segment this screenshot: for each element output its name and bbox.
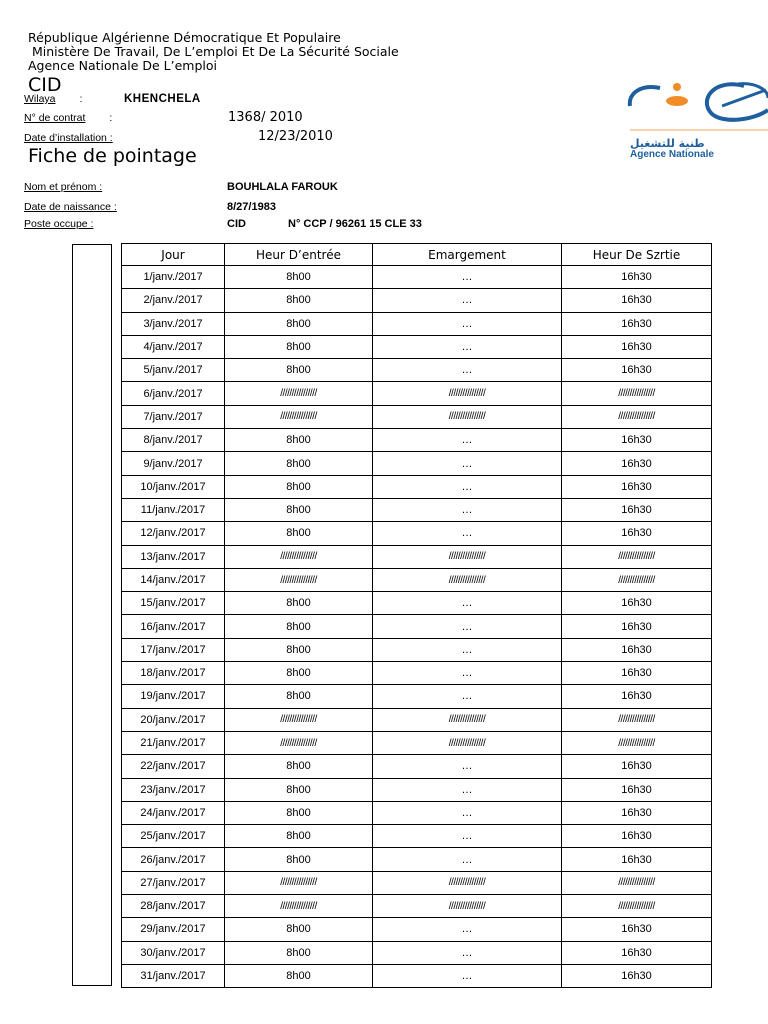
cell-emargement: …	[373, 312, 562, 335]
cell-sortie: ////////////////	[562, 405, 712, 428]
table-row	[122, 685, 712, 708]
cell-entree: ////////////////	[225, 545, 373, 568]
cell-entree: 8h00	[225, 964, 373, 987]
cell-jour: 31/janv./2017	[122, 964, 225, 987]
cell-sortie: 16h30	[562, 801, 712, 824]
cell-sortie: 16h30	[562, 312, 712, 335]
table-row	[122, 801, 712, 824]
cell-entree: 8h00	[225, 312, 373, 335]
cell-entree: ////////////////	[225, 405, 373, 428]
date-installation-value: 12/23/2010	[258, 129, 333, 144]
wilaya-label: Wilaya :	[24, 93, 83, 105]
cell-entree: 8h00	[225, 918, 373, 941]
cell-entree: 8h00	[225, 452, 373, 475]
cell-emargement: …	[373, 778, 562, 801]
logo-arabic-text: طنية للتشغيل	[630, 137, 705, 150]
table-row	[122, 452, 712, 475]
cell-sortie: 16h30	[562, 825, 712, 848]
nom-label: Nom et prénom :	[24, 181, 103, 193]
cell-jour: 5/janv./2017	[122, 359, 225, 382]
cell-emargement: …	[373, 918, 562, 941]
cell-jour: 6/janv./2017	[122, 382, 225, 405]
table-row	[122, 918, 712, 941]
cell-jour: 4/janv./2017	[122, 335, 225, 358]
table-row	[122, 825, 712, 848]
table-row	[122, 615, 712, 638]
poste-label: Poste occupe :	[24, 218, 94, 230]
anem-logo	[626, 80, 768, 162]
table-row	[122, 545, 712, 568]
attendance-table	[121, 243, 712, 988]
cell-sortie: 16h30	[562, 918, 712, 941]
cell-sortie: 16h30	[562, 359, 712, 382]
cell-entree: 8h00	[225, 359, 373, 382]
logo-english-text: Agence Nationale	[630, 149, 714, 160]
table-body	[122, 266, 712, 988]
cell-emargement: ////////////////	[373, 871, 562, 894]
cell-jour: 1/janv./2017	[122, 266, 225, 289]
cell-entree: ////////////////	[225, 895, 373, 918]
cell-entree: 8h00	[225, 825, 373, 848]
cell-sortie: 16h30	[562, 452, 712, 475]
table-row	[122, 895, 712, 918]
cell-jour: 25/janv./2017	[122, 825, 225, 848]
cell-jour: 17/janv./2017	[122, 638, 225, 661]
cell-entree: 8h00	[225, 778, 373, 801]
cell-sortie: 16h30	[562, 662, 712, 685]
cell-sortie: ////////////////	[562, 895, 712, 918]
cell-jour: 29/janv./2017	[122, 918, 225, 941]
cell-entree: 8h00	[225, 289, 373, 312]
cell-emargement: …	[373, 522, 562, 545]
cell-jour: 22/janv./2017	[122, 755, 225, 778]
table-row	[122, 312, 712, 335]
table-row	[122, 638, 712, 661]
cell-emargement: …	[373, 941, 562, 964]
cell-sortie: 16h30	[562, 475, 712, 498]
cell-emargement: …	[373, 359, 562, 382]
cell-jour: 9/janv./2017	[122, 452, 225, 475]
cell-emargement: …	[373, 429, 562, 452]
table-row	[122, 778, 712, 801]
wilaya-value: KHENCHELA	[124, 93, 201, 105]
table-row	[122, 848, 712, 871]
cell-emargement: …	[373, 592, 562, 615]
cell-emargement: ////////////////	[373, 895, 562, 918]
cell-sortie: 16h30	[562, 266, 712, 289]
cell-entree: 8h00	[225, 266, 373, 289]
cell-entree: 8h00	[225, 592, 373, 615]
header-emargement: Emargement	[373, 244, 562, 266]
cell-sortie: 16h30	[562, 335, 712, 358]
table-row	[122, 941, 712, 964]
cell-entree: ////////////////	[225, 708, 373, 731]
table-header-row	[122, 244, 712, 266]
cell-jour: 27/janv./2017	[122, 871, 225, 894]
cell-sortie: ////////////////	[562, 382, 712, 405]
cell-emargement: …	[373, 825, 562, 848]
table-row	[122, 405, 712, 428]
cell-sortie: 16h30	[562, 778, 712, 801]
cell-jour: 8/janv./2017	[122, 429, 225, 452]
cell-entree: 8h00	[225, 498, 373, 521]
cell-entree: ////////////////	[225, 382, 373, 405]
date-installation-label: Date d’installation :	[24, 132, 113, 144]
naissance-label: Date de naissance :	[24, 201, 117, 213]
header-jour: Jour	[122, 244, 225, 266]
cell-entree: 8h00	[225, 615, 373, 638]
cell-entree: 8h00	[225, 522, 373, 545]
table-row	[122, 335, 712, 358]
cell-emargement: ////////////////	[373, 545, 562, 568]
cell-emargement: …	[373, 662, 562, 685]
cell-emargement: …	[373, 638, 562, 661]
contrat-label: N° de contrat :	[24, 112, 113, 124]
cell-entree: ////////////////	[225, 871, 373, 894]
cell-jour: 24/janv./2017	[122, 801, 225, 824]
cell-jour: 19/janv./2017	[122, 685, 225, 708]
table-row	[122, 498, 712, 521]
cell-sortie: 16h30	[562, 289, 712, 312]
cell-emargement: …	[373, 755, 562, 778]
cell-sortie: 16h30	[562, 592, 712, 615]
ministry-line: Ministère De Travail, De L’emploi Et De La Sécurité Sociale	[32, 44, 399, 59]
table-row	[122, 964, 712, 987]
cell-emargement: …	[373, 452, 562, 475]
cell-jour: 13/janv./2017	[122, 545, 225, 568]
cell-sortie: ////////////////	[562, 568, 712, 591]
cell-sortie: 16h30	[562, 755, 712, 778]
cell-emargement: ////////////////	[373, 405, 562, 428]
cell-jour: 10/janv./2017	[122, 475, 225, 498]
cell-entree: 8h00	[225, 429, 373, 452]
table-row	[122, 289, 712, 312]
cell-sortie: 16h30	[562, 638, 712, 661]
cell-jour: 7/janv./2017	[122, 405, 225, 428]
cell-jour: 20/janv./2017	[122, 708, 225, 731]
cell-sortie: 16h30	[562, 685, 712, 708]
cell-emargement: …	[373, 848, 562, 871]
table-row	[122, 568, 712, 591]
cell-entree: 8h00	[225, 941, 373, 964]
cell-entree: ////////////////	[225, 731, 373, 754]
cell-jour: 28/janv./2017	[122, 895, 225, 918]
cell-jour: 2/janv./2017	[122, 289, 225, 312]
table-row	[122, 708, 712, 731]
cell-sortie: ////////////////	[562, 545, 712, 568]
cell-entree: 8h00	[225, 848, 373, 871]
cell-sortie: ////////////////	[562, 731, 712, 754]
cell-sortie: 16h30	[562, 498, 712, 521]
cell-jour: 30/janv./2017	[122, 941, 225, 964]
cid-heading: CID	[28, 74, 62, 96]
naissance-value: 8/27/1983	[227, 201, 276, 213]
table-row	[122, 522, 712, 545]
ccp-value: N° CCP / 96261 15 CLE 33	[288, 218, 422, 230]
cell-entree: 8h00	[225, 662, 373, 685]
cell-jour: 18/janv./2017	[122, 662, 225, 685]
cell-emargement: …	[373, 475, 562, 498]
cell-entree: 8h00	[225, 755, 373, 778]
cell-emargement: ////////////////	[373, 708, 562, 731]
cell-emargement: ////////////////	[373, 731, 562, 754]
republic-line: République Algérienne Démocratique Et Populaire	[28, 30, 341, 45]
table-row	[122, 429, 712, 452]
cell-jour: 11/janv./2017	[122, 498, 225, 521]
cell-sortie: 16h30	[562, 615, 712, 638]
table-row	[122, 475, 712, 498]
page-title: Fiche de pointage	[28, 145, 197, 167]
cell-sortie: 16h30	[562, 522, 712, 545]
table-row	[122, 592, 712, 615]
cell-jour: 16/janv./2017	[122, 615, 225, 638]
cell-entree: 8h00	[225, 685, 373, 708]
table-row	[122, 755, 712, 778]
cell-sortie: 16h30	[562, 964, 712, 987]
poste-value: CID	[227, 218, 246, 230]
cell-emargement: …	[373, 964, 562, 987]
cell-emargement: …	[373, 289, 562, 312]
logo-emblem-icon	[626, 80, 768, 140]
cell-jour: 12/janv./2017	[122, 522, 225, 545]
cell-jour: 14/janv./2017	[122, 568, 225, 591]
cell-emargement: ////////////////	[373, 568, 562, 591]
cell-emargement: …	[373, 801, 562, 824]
cell-emargement: ////////////////	[373, 382, 562, 405]
cell-emargement: …	[373, 335, 562, 358]
cell-emargement: …	[373, 498, 562, 521]
header-entree: Heur D’entrée	[225, 244, 373, 266]
table-row	[122, 731, 712, 754]
nom-value: BOUHLALA FAROUK	[227, 181, 338, 193]
agency-line: Agence Nationale De L’emploi	[28, 58, 218, 73]
cell-entree: 8h00	[225, 638, 373, 661]
table-row	[122, 359, 712, 382]
header-sortie: Heur De Szrtie	[562, 244, 712, 266]
table-row	[122, 662, 712, 685]
table-row	[122, 382, 712, 405]
cell-jour: 23/janv./2017	[122, 778, 225, 801]
side-box	[72, 244, 112, 986]
cell-emargement: …	[373, 266, 562, 289]
cell-emargement: …	[373, 685, 562, 708]
cell-sortie: 16h30	[562, 429, 712, 452]
cell-sortie: 16h30	[562, 941, 712, 964]
cell-entree: 8h00	[225, 475, 373, 498]
cell-jour: 15/janv./2017	[122, 592, 225, 615]
cell-jour: 21/janv./2017	[122, 731, 225, 754]
cell-sortie: 16h30	[562, 848, 712, 871]
cell-sortie: ////////////////	[562, 871, 712, 894]
cell-entree: ////////////////	[225, 568, 373, 591]
table-row	[122, 266, 712, 289]
cell-entree: 8h00	[225, 335, 373, 358]
cell-sortie: ////////////////	[562, 708, 712, 731]
table-row	[122, 871, 712, 894]
cell-jour: 3/janv./2017	[122, 312, 225, 335]
cell-emargement: …	[373, 615, 562, 638]
cell-entree: 8h00	[225, 801, 373, 824]
cell-jour: 26/janv./2017	[122, 848, 225, 871]
contrat-value: 1368/ 2010	[228, 110, 303, 125]
